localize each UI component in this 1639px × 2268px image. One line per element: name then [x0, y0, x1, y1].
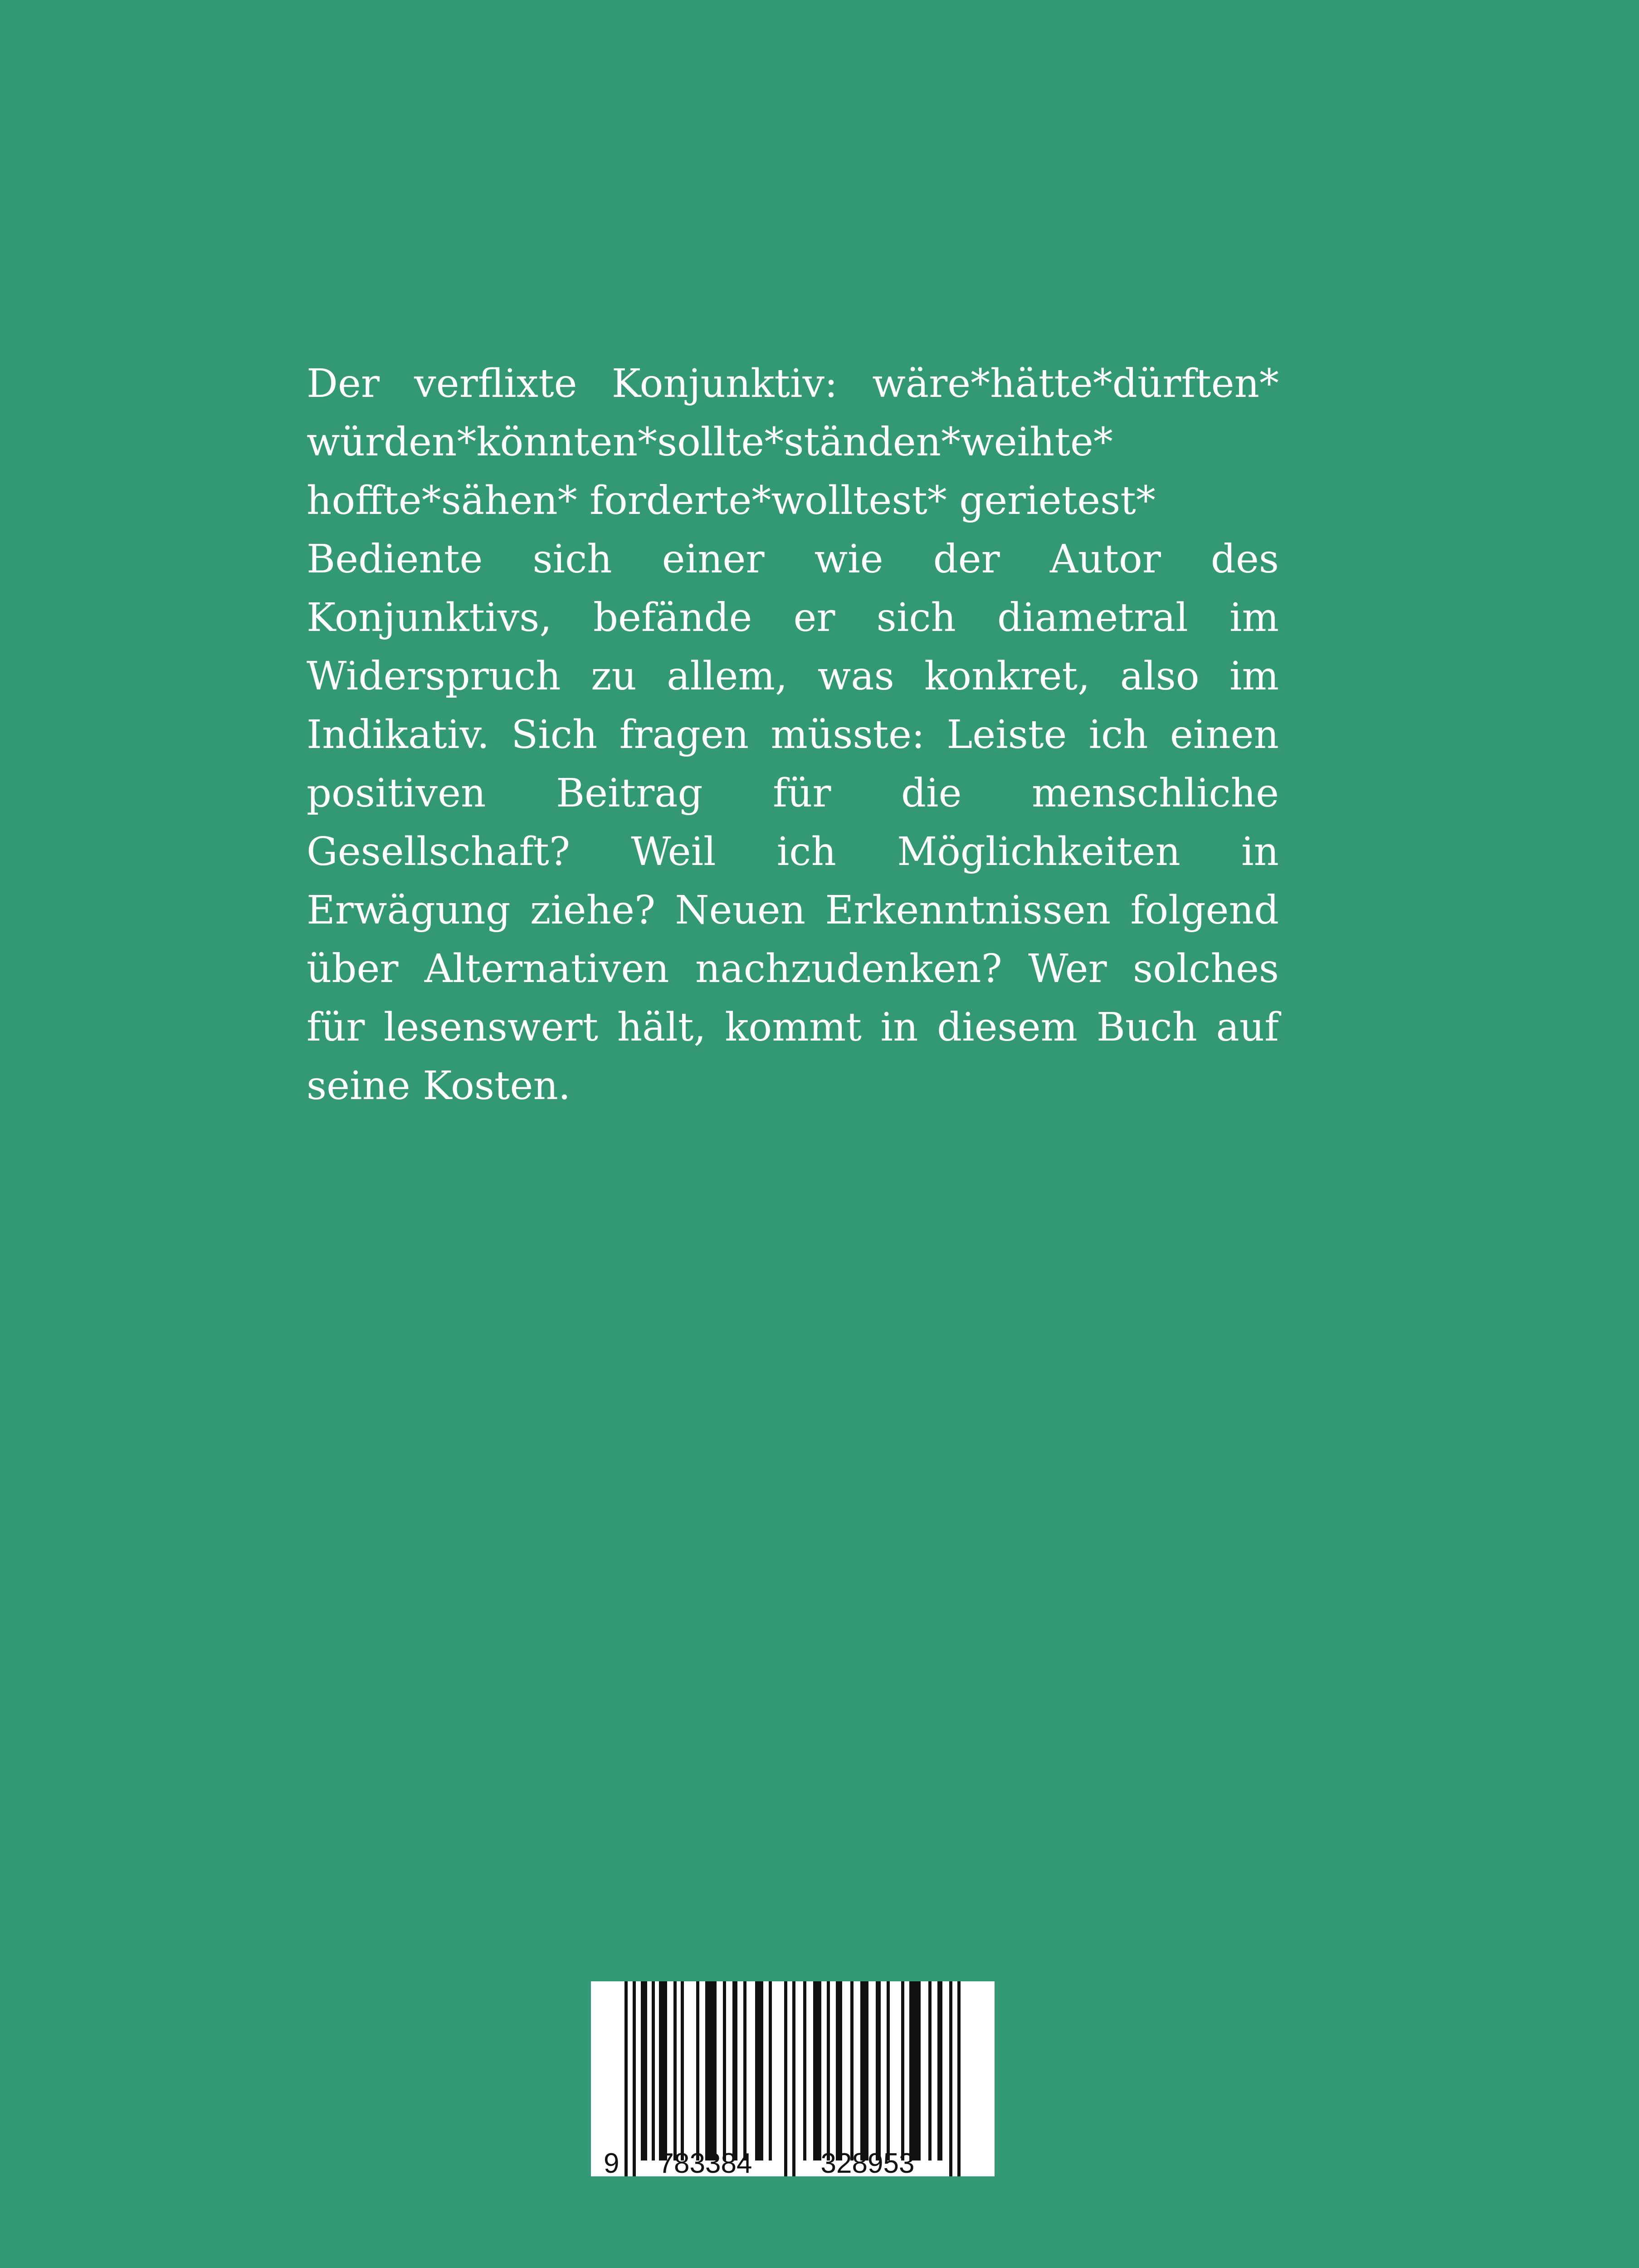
barcode-right-digits: 328953: [820, 2148, 915, 2176]
blurb-paragraph-2: Bediente sich einer wie der Autor des Konjunktivs, befände er sich diametral im Widerspruch zu allem, was konkret, also im Indikativ. Sich fragen müsste: Leiste ich einen positiven Beitrag für die menschliche Gesellschaft? Weil ich Möglichkeiten in Erwägung ziehe? Neuen Erkenntnissen folgend über Alternativen nachzudenken? Wer solches für lesenswert hält, kommt in diesem Buch auf seine Kosten.: [307, 537, 1279, 1109]
back-cover-blurb: [307, 355, 1279, 1115]
blurb-paragraph-1: Der verflixte Konjunktiv: wäre*hätte*dürften* würden*könnten*sollte*ständen*weihte* hoffte*sähen* forderte*wolltest* gerietest*: [307, 361, 1279, 523]
isbn-barcode: [591, 1981, 995, 2176]
barcode-left-digits: 783384: [658, 2148, 752, 2176]
barcode-bars: [624, 1981, 961, 2176]
barcode-graphic: [591, 1981, 995, 2176]
barcode-prefix-digit: 9: [604, 2148, 620, 2176]
